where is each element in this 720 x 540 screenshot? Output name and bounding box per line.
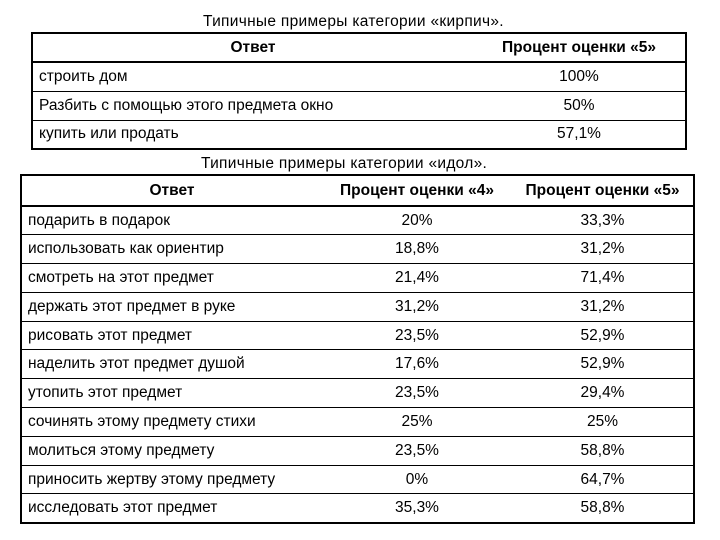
table1-caption: Типичные примеры категории «кирпич». bbox=[203, 13, 504, 30]
answer-cell: купить или продать bbox=[32, 120, 473, 149]
answer-cell: сочинять этому предмету стихи bbox=[21, 408, 322, 437]
answer-cell: молиться этому предмету bbox=[21, 436, 322, 465]
percent-4-cell: 23,5% bbox=[322, 379, 512, 408]
header-answer: Ответ bbox=[21, 175, 322, 206]
percent-4-cell: 31,2% bbox=[322, 292, 512, 321]
percent-5-cell: 31,2% bbox=[512, 235, 694, 264]
percent-5-cell: 50% bbox=[473, 91, 686, 120]
percent-5-cell: 33,3% bbox=[512, 206, 694, 235]
percent-4-cell: 35,3% bbox=[322, 494, 512, 523]
answer-cell: держать этот предмет в руке bbox=[21, 292, 322, 321]
table-row bbox=[32, 120, 686, 149]
table-row bbox=[21, 292, 694, 321]
table-row bbox=[32, 91, 686, 120]
table2-caption: Типичные примеры категории «идол». bbox=[201, 155, 488, 172]
header-answer: Ответ bbox=[32, 33, 473, 62]
table-row bbox=[21, 436, 694, 465]
percent-5-cell: 58,8% bbox=[512, 494, 694, 523]
table-kirpich bbox=[31, 32, 687, 150]
percent-4-cell: 0% bbox=[322, 465, 512, 494]
percent-5-cell: 52,9% bbox=[512, 350, 694, 379]
answer-cell: строить дом bbox=[32, 62, 473, 91]
table-row bbox=[21, 350, 694, 379]
table-row bbox=[32, 62, 686, 91]
percent-4-cell: 17,6% bbox=[322, 350, 512, 379]
answer-cell: смотреть на этот предмет bbox=[21, 264, 322, 293]
answer-cell: приносить жертву этому предмету bbox=[21, 465, 322, 494]
percent-4-cell: 20% bbox=[322, 206, 512, 235]
table-row bbox=[21, 379, 694, 408]
percent-5-cell: 31,2% bbox=[512, 292, 694, 321]
table-row bbox=[21, 408, 694, 437]
answer-cell: Разбить с помощью этого предмета окно bbox=[32, 91, 473, 120]
answer-cell: подарить в подарок bbox=[21, 206, 322, 235]
percent-5-cell: 71,4% bbox=[512, 264, 694, 293]
percent-4-cell: 23,5% bbox=[322, 321, 512, 350]
percent-4-cell: 18,8% bbox=[322, 235, 512, 264]
table-header-row bbox=[21, 175, 694, 206]
answer-cell: рисовать этот предмет bbox=[21, 321, 322, 350]
table-row bbox=[21, 465, 694, 494]
answer-cell: исследовать этот предмет bbox=[21, 494, 322, 523]
percent-5-cell: 29,4% bbox=[512, 379, 694, 408]
table-row bbox=[21, 494, 694, 523]
percent-4-cell: 23,5% bbox=[322, 436, 512, 465]
table-row bbox=[21, 235, 694, 264]
percent-5-cell: 57,1% bbox=[473, 120, 686, 149]
percent-5-cell: 64,7% bbox=[512, 465, 694, 494]
header-percent-4: Процент оценки «4» bbox=[322, 175, 512, 206]
percent-4-cell: 25% bbox=[322, 408, 512, 437]
header-percent-5: Процент оценки «5» bbox=[512, 175, 694, 206]
answer-cell: утопить этот предмет bbox=[21, 379, 322, 408]
percent-4-cell: 21,4% bbox=[322, 264, 512, 293]
table-header-row bbox=[32, 33, 686, 62]
table-row bbox=[21, 321, 694, 350]
answer-cell: наделить этот предмет душой bbox=[21, 350, 322, 379]
percent-5-cell: 100% bbox=[473, 62, 686, 91]
percent-5-cell: 52,9% bbox=[512, 321, 694, 350]
table-idol bbox=[20, 174, 695, 524]
table-row bbox=[21, 264, 694, 293]
percent-5-cell: 58,8% bbox=[512, 436, 694, 465]
header-percent-5: Процент оценки «5» bbox=[473, 33, 686, 62]
table-row bbox=[21, 206, 694, 235]
percent-5-cell: 25% bbox=[512, 408, 694, 437]
answer-cell: использовать как ориентир bbox=[21, 235, 322, 264]
